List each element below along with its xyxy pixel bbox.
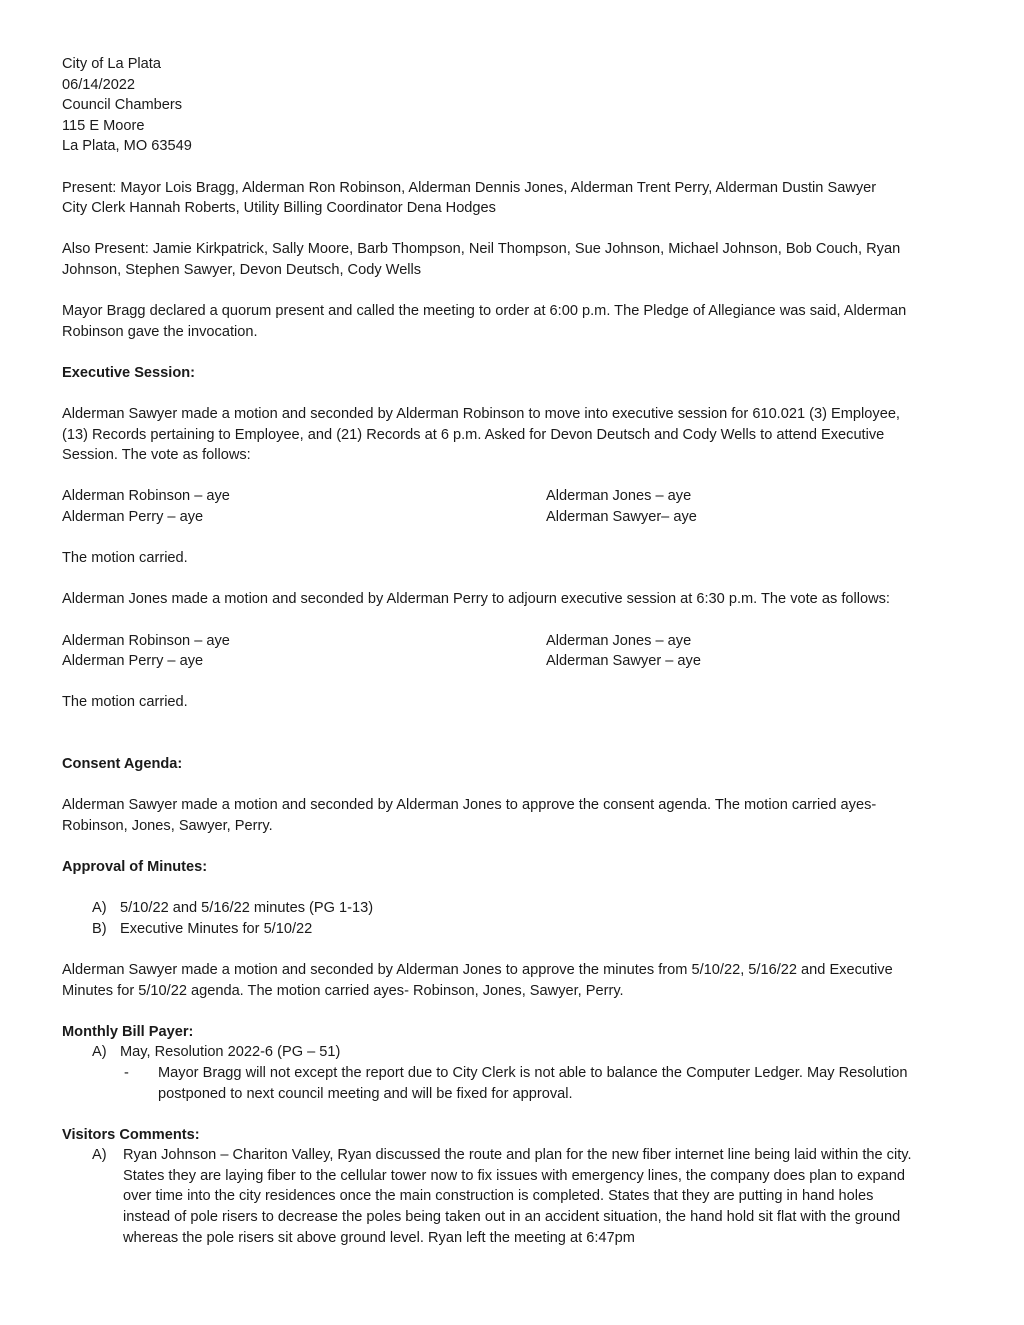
motion-line: Alderman Sawyer made a motion and seconded by Alderman Robinson to move into executive session for 610.021 (3) Employee, — [62, 406, 900, 423]
call-to-order-paragraph — [62, 301, 972, 342]
visitor-comment-text — [123, 1145, 972, 1248]
dash-marker: - — [124, 1064, 129, 1081]
executive-motion-1 — [62, 404, 972, 466]
minutes-motion-paragraph — [62, 960, 972, 1001]
consent-agenda-heading: Consent Agenda: — [62, 756, 183, 772]
comment-line: Ryan Johnson – Chariton Valley, Ryan discussed the route and plan for the new fiber internet line being laid within the city. — [123, 1147, 912, 1164]
also-present-line: Also Present: Jamie Kirkpatrick, Sally Moore, Barb Thompson, Neil Thompson, Sue Johnson, Michael Johnson, Bob Couch, Ryan — [62, 241, 901, 258]
motion-line: Session. The vote as follows: — [62, 447, 251, 464]
street-address: 115 E Moore — [62, 117, 145, 134]
present-paragraph — [62, 178, 972, 219]
meeting-location: Council Chambers — [62, 97, 183, 114]
minutes-motion-line: Alderman Sawyer made a motion and seconded by Alderman Jones to approve the minutes from 5/10/22, 5/16/22 and Executive — [62, 961, 893, 978]
consent-line: Robinson, Jones, Sawyer, Perry. — [62, 817, 273, 834]
list-marker: A) — [92, 1044, 107, 1061]
vote-entry: Alderman Jones – aye — [546, 488, 692, 505]
list-item-text: May, Resolution 2022-6 (PG – 51) — [120, 1044, 341, 1061]
list-item-text: 5/10/22 and 5/16/22 minutes (PG 1-13) — [120, 900, 374, 917]
vote-entry: Alderman Perry – aye — [62, 653, 204, 670]
list-marker: A) — [92, 1147, 107, 1164]
minutes-motion-line: Minutes for 5/10/22 agenda. The motion carried ayes- Robinson, Jones, Sawyer, Perry. — [62, 982, 624, 999]
vote-table-1 — [62, 486, 972, 527]
list-item — [92, 919, 972, 940]
letterhead — [62, 54, 972, 157]
minutes-list — [62, 898, 972, 939]
call-to-order-line: Robinson gave the invocation. — [62, 323, 258, 340]
list-item — [92, 898, 972, 919]
present-line: City Clerk Hannah Roberts, Utility Billing Coordinator Dena Hodges — [62, 200, 496, 217]
consent-agenda-paragraph — [62, 795, 972, 836]
document-page — [62, 54, 972, 1248]
vote-entry: Alderman Jones – aye — [546, 632, 692, 649]
monthly-bill-payer-heading: Monthly Bill Payer: — [62, 1023, 194, 1040]
sub-list-line: Mayor Bragg will not except the report due to City Clerk is not able to balance the Computer Ledger. May Resolution — [158, 1064, 908, 1081]
comment-line: instead of pole risers to decrease the poles being taken out in an accident situation, the hand hold sit flat with the ground — [123, 1209, 901, 1226]
approval-of-minutes-heading: Approval of Minutes: — [62, 858, 208, 875]
list-marker: A) — [92, 900, 107, 917]
motion-result: The motion carried. — [62, 694, 188, 711]
city-state-zip: La Plata, MO 63549 — [62, 138, 192, 155]
meeting-date: 06/14/2022 — [62, 76, 136, 93]
vote-entry: Alderman Sawyer – aye — [546, 653, 701, 670]
present-line: Present: Mayor Lois Bragg, Alderman Ron Robinson, Alderman Dennis Jones, Alderman Trent Perry, Alderman Dustin Sawyer — [62, 179, 877, 196]
executive-session-heading: Executive Session: — [62, 364, 196, 381]
sub-list-item — [62, 1063, 972, 1104]
list-marker: B) — [92, 920, 107, 937]
vote-entry: Alderman Perry – aye — [62, 509, 204, 526]
also-present-line: Johnson, Stephen Sawyer, Devon Deutsch, Cody Wells — [62, 261, 422, 278]
vote-table-2 — [62, 631, 972, 672]
vote-entry: Alderman Robinson – aye — [62, 632, 230, 649]
list-item — [62, 1042, 972, 1063]
vote-entry: Alderman Robinson – aye — [62, 488, 230, 505]
call-to-order-line: Mayor Bragg declared a quorum present and called the meeting to order at 6:00 p.m. The Pledge of Allegiance was said, Alderman — [62, 303, 907, 320]
org-name: City of La Plata — [62, 56, 161, 72]
sub-list-text — [158, 1063, 908, 1104]
executive-motion-2: Alderman Jones made a motion and seconded by Alderman Perry to adjourn executive session at 6:30 p.m. The vote as follows: — [62, 591, 890, 608]
list-item-text: Executive Minutes for 5/10/22 — [120, 920, 313, 937]
list-item — [62, 1145, 972, 1248]
consent-line: Alderman Sawyer made a motion and seconded by Alderman Jones to approve the consent agenda. The motion carried ayes- — [62, 797, 877, 814]
sub-list-line: postponed to next council meeting and will be fixed for approval. — [158, 1085, 573, 1102]
vote-entry: Alderman Sawyer– aye — [546, 509, 697, 526]
motion-result: The motion carried. — [62, 550, 188, 567]
motion-line: (13) Records pertaining to Employee, and (21) Records at 6 p.m. Asked for Devon Deutsch and Cody Wells to attend Executive — [62, 426, 885, 443]
also-present-paragraph — [62, 239, 972, 280]
comment-line: States they are laying fiber to the cellular tower now to fix issues with emergency lines, the company does plan to expand — [123, 1167, 905, 1184]
visitors-comments-heading: Visitors Comments: — [62, 1126, 200, 1143]
comment-line: whereas the pole risers sit above ground level. Ryan left the meeting at 6:47pm — [123, 1229, 635, 1246]
comment-line: over time into the city residences once the main construction is completed. States that they are putting in hand holes — [123, 1188, 874, 1205]
